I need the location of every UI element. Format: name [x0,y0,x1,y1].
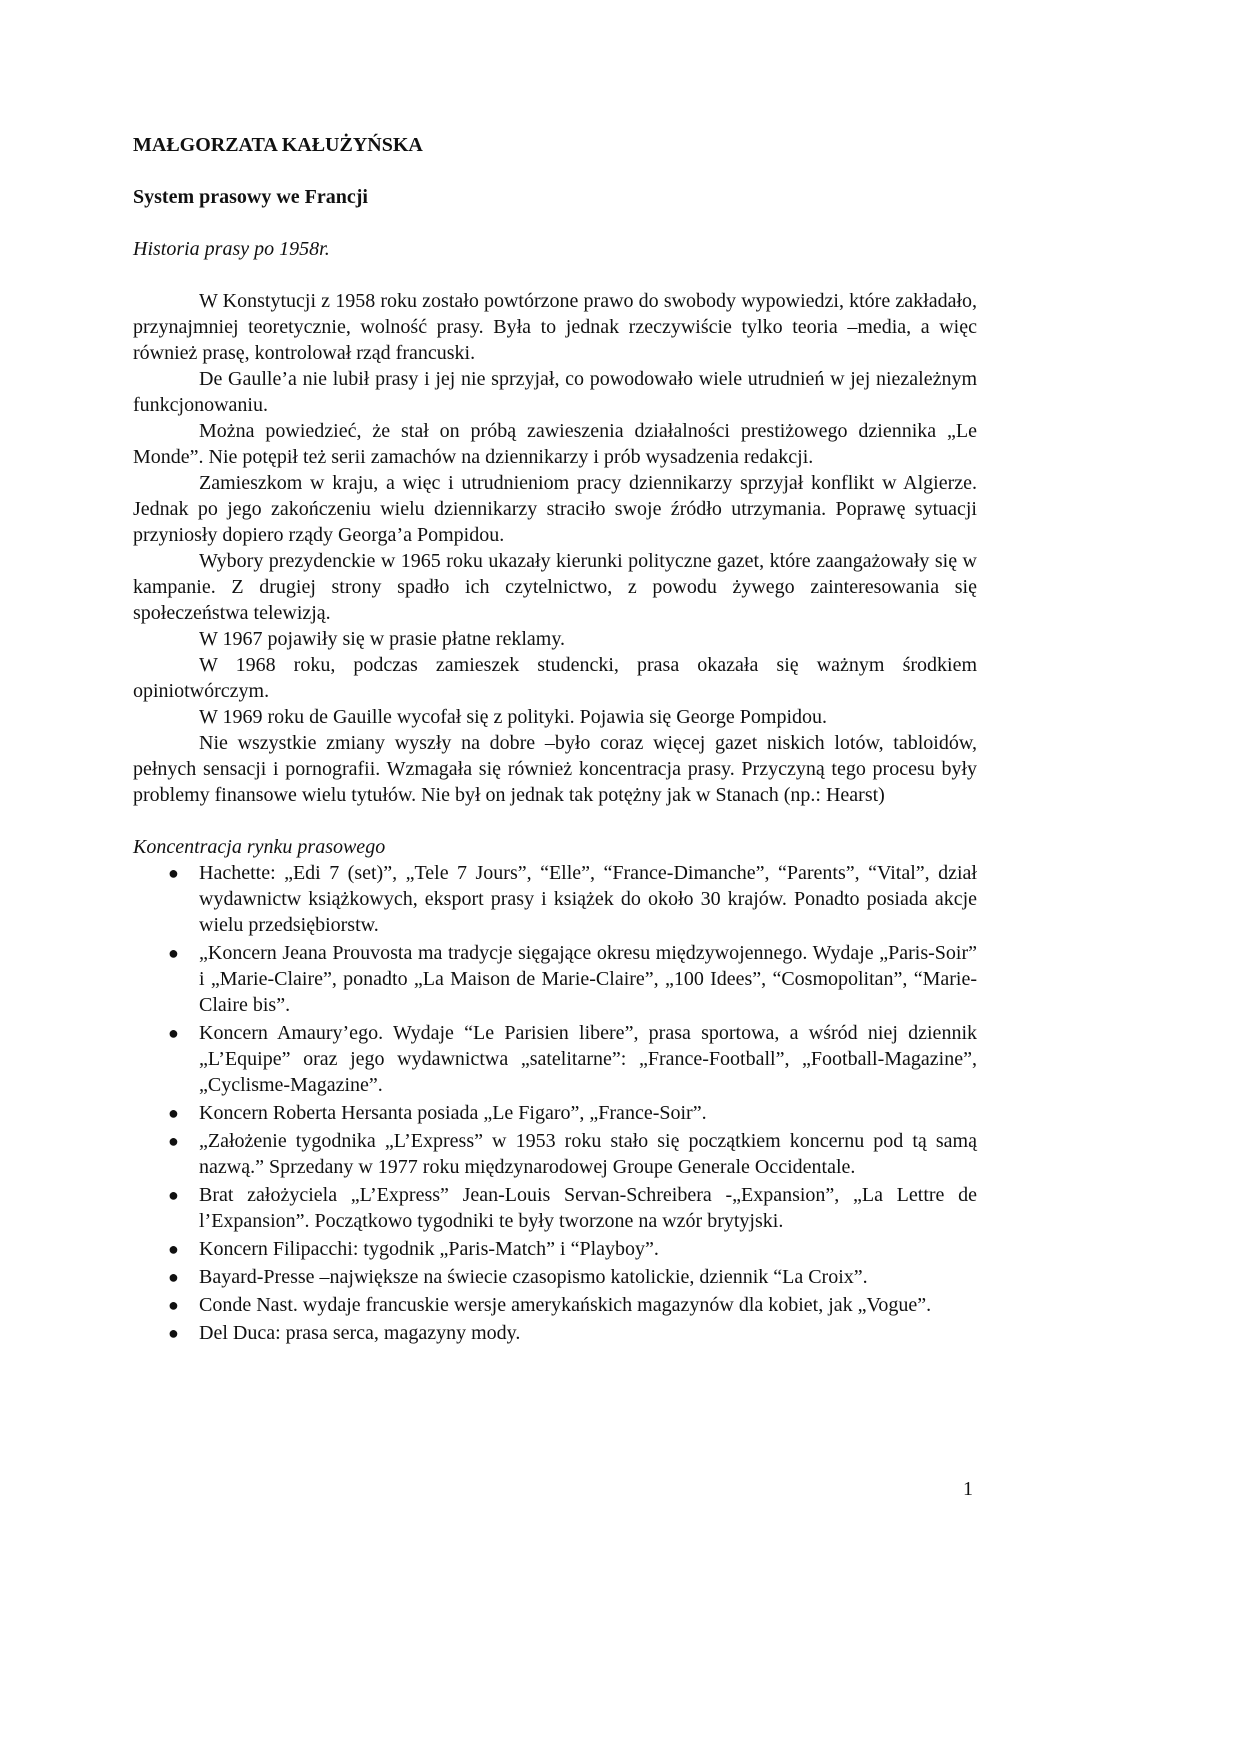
document-title: System prasowy we Francji [133,186,368,208]
list-item: ● Del Duca: prasa serca, magazyny mody. [168,1322,521,1344]
history-paragraphs [133,288,977,808]
bullet-icon: ● [168,1323,179,1343]
list-item: ● „Koncern Jeana Prouvosta ma tradycje sięgające okresu międzywojennego. Wydaje „Paris-Soir” i „Marie-Claire”, ponadto „La Maison de Marie-Claire”, „100 Idees”, “Cosmopolitan”, “Marie-Claire bis”. [168,942,977,1016]
paragraph: W 1968 roku, podczas zamieszek studencki, prasa okazała się ważnym środkiem opiniotwórczym. [133,654,977,702]
list-item: ● „Założenie tygodnika „L’Express” w 1953 roku stało się początkiem koncernu pod tą samą nazwą.” Sprzedany w 1977 roku międzynarodowej Groupe Generale Occidentale. [168,1130,977,1178]
section-heading-concentration: Koncentracja rynku prasowego [133,836,386,858]
paragraph: W 1967 pojawiły się w prasie płatne reklamy. [199,628,566,650]
paragraph: Można powiedzieć, że stał on próbą zawieszenia działalności prestiżowego dziennika „Le Monde”. Nie potępił też serii zamachów na dziennikarzy i prób wysadzenia redakcji. [133,420,977,468]
paragraph: De Gaulle’a nie lubił prasy i jej nie sprzyjał, co powodowało wiele utrudnień w jej niezależnym funkcjonowaniu. [133,368,977,416]
list-item: ● Koncern Roberta Hersanta posiada „Le Figaro”, „France-Soir”. [168,1102,707,1124]
bullet-icon: ● [168,943,179,963]
paragraph: W 1969 roku de Gauille wycofał się z polityki. Pojawia się George Pompidou. [199,706,828,728]
paragraph: Wybory prezydenckie w 1965 roku ukazały kierunki polityczne gazet, które zaangażowały się w kampanie. Z drugiej strony spadło ich czytelnictwo, z powodu żywego zainteresowania się społeczeństwa telewizją. [133,550,977,624]
page-number: 1 [963,1478,973,1500]
bullet-icon: ● [168,863,179,883]
list-item: ● Koncern Filipacchi: tygodnik „Paris-Match” i “Playboy”. [168,1238,659,1260]
bullet-icon: ● [168,1023,179,1043]
list-item: ● Brat założyciela „L’Express” Jean-Louis Servan-Schreibera -„Expansion”, „La Lettre de l’Expansion”. Początkowo tygodniki te były tworzone na wzór brytyjski. [168,1184,977,1232]
paragraph: W Konstytucji z 1958 roku zostało powtórzone prawo do swobody wypowiedzi, które zakładało, przynajmniej teoretycznie, wolność prasy. Była to jednak rzeczywiście tylko teoria –media, a więc również prasę, kontrolował rząd francuski. [133,290,977,364]
list-item: ● Conde Nast. wydaje francuskie wersje amerykańskich magazynów dla kobiet, jak „Vogue”. [168,1294,932,1316]
list-item: ● Bayard-Presse –największe na świecie czasopismo katolickie, dziennik “La Croix”. [168,1266,868,1288]
paragraph: Nie wszystkie zmiany wyszły na dobre –było coraz więcej gazet niskich lotów, tabloidów, pełnych sensacji i pornografii. Wzmagała się również koncentracja prasy. Przyczyną tego procesu były problemy finansowe wielu tytułów. Nie był on jednak tak potężny jak w Stanach (np.: Hearst) [133,732,977,806]
publisher-list [133,860,977,1346]
list-item: ● Hachette: „Edi 7 (set)”, „Tele 7 Jours”, “Elle”, “France-Dimanche”, “Parents”, “Vital”, dział wydawnictw książkowych, eksport prasy i książek do około 30 krajów. Ponadto posiada akcje wielu przedsiębiorstw. [168,862,977,936]
document-page [133,132,977,1348]
bullet-icon: ● [168,1185,179,1205]
section-heading-history: Historia prasy po 1958r. [133,238,330,260]
bullet-icon: ● [168,1103,179,1123]
bullet-icon: ● [168,1131,179,1151]
author-name: MAŁGORZATA KAŁUŻYŃSKA [133,134,423,156]
bullet-icon: ● [168,1295,179,1315]
bullet-icon: ● [168,1239,179,1259]
paragraph: Zamieszkom w kraju, a więc i utrudnieniom pracy dziennikarzy sprzyjał konflikt w Algierze. Jednak po jego zakończeniu wielu dziennikarzy straciło swoje źródło utrzymania. Poprawę sytuacji przyniosły dopiero rządy Georga’a Pompidou. [133,472,977,546]
bullet-icon: ● [168,1267,179,1287]
list-item: ● Koncern Amaury’ego. Wydaje “Le Parisien libere”, prasa sportowa, a wśród niej dziennik „L’Equipe” oraz jego wydawnictwa „satelitarne”: „France-Football”, „Football-Magazine”, „Cyclisme-Magazine”. [168,1022,977,1096]
